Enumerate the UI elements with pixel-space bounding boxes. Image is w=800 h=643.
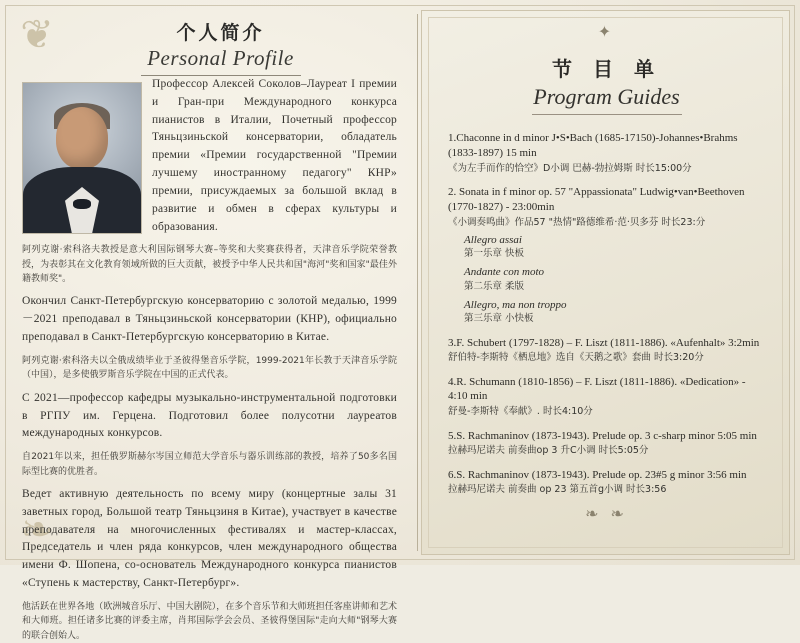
program-item-title: 6.S. Rachmaninov (1873-1943). Prelude op. 23#5 g minor 3:56 min [448, 468, 747, 481]
profile-paragraph: 自2021年以来，担任俄罗斯赫尔岑国立师范大学音乐与器乐训练部的教授，培养了50多名国际型比赛的优胜者。 [22, 452, 397, 477]
portrait-head [56, 107, 108, 169]
list-item [448, 429, 767, 459]
program-item-title-cn: 拉赫玛尼诺夫 前奏曲 op 23 第五首g小调 时长3:56 [448, 484, 667, 496]
program-item-title-cn: 舒曼-李斯特《奉献》. 时长4:10分 [448, 406, 593, 418]
program-item-title-cn: 《小调奏鸣曲》作品57 "热情"路德维希·范·贝多芬 时长23:分 [448, 216, 706, 228]
list-item [448, 375, 767, 420]
program-item-title: 1.Chaconne in d minor J•S•Bach (1685-17150)-Johannes•Brahms (1833-1897) 15 min [448, 132, 738, 159]
program-title-en: Program Guides [533, 84, 680, 109]
profile-paragraph: 阿列克谢·索科洛夫教授是意大利国际钢琴大赛–等奖和大奖赛获得者，天津音乐学院荣誉教授，为表彰其在文化教育领域所做的巨大贡献，被授予中华人民共和国"海河"奖和国家"最佳外籍教师奖"。 [22, 245, 397, 285]
program-movement [448, 298, 767, 327]
movement-title-cn: 第三乐章 小快板 [464, 313, 534, 325]
movement-title: Allegro assai [464, 233, 522, 246]
program-item-title-cn: 舒伯特-李斯特《栖息地》选自《天鹅之歌》套曲 时长3:20分 [448, 352, 704, 364]
program-panel [421, 10, 790, 555]
program-item-title: 2. Sonata in f minor op. 57 "Appassionata" Ludwig•van•Beethoven (1770-1827) - 23:00min [448, 185, 745, 213]
movement-title: Andante con moto [464, 266, 545, 279]
flourish-icon: ✦ [597, 24, 616, 41]
program-title-cn: 节 目 单 [552, 57, 661, 81]
profile-paragraph: Окончил Санкт-Петербургскую консерваторию с золотой медалью, 1999－2021 преподавал в Тяньцзиньской консерватории (КНР), официально преподавал в Санкт-Петербургскую консерваторию в Китае. [22, 295, 397, 344]
program-movement [448, 265, 767, 294]
program-list [440, 131, 773, 498]
movement-title: Allegro, ma non troppo [464, 298, 567, 311]
flourish-bottom-icon: ❧ ❧ [585, 505, 628, 523]
program-title-rule [532, 114, 682, 115]
profile-title-en: Personal Profile [147, 46, 294, 70]
profile-paragraph: 他活跃在世界各地（欧洲城音乐厅、中国大剧院），在多个音乐节和大师班担任客座讲师和艺术和大师班。担任诸多比赛的评委主席，肖邦国际学会会员、圣彼得堡国际"走向大师"钢琴大赛的联合创始人。 [22, 601, 397, 641]
profile-heading [44, 18, 397, 76]
profile-paragraph: 阿列克谢·索科洛夫以全俄成绩毕业于圣彼得堡音乐学院，1999-2021年长教于天津音乐学院（中国），是多使俄罗斯音乐学院在中国的正式代表。 [22, 355, 397, 381]
movement-title-cn: 第一乐章 快板 [464, 248, 525, 260]
program-item-title-cn: 拉赫玛尼诺夫 前奏曲op 3 升C小调 时长5:05分 [448, 445, 649, 457]
program-item-title: 4.R. Schumann (1810-1856) – F. Liszt (1811-1886). «Dedication» - 4:10 min [448, 375, 746, 403]
profile-title-cn: 个人简介 [176, 22, 265, 44]
program-item-title: 5.S. Rachmaninov (1873-1943). Prelude op. 3 c-sharp minor 5:05 min [448, 429, 757, 442]
list-item [448, 131, 767, 176]
profile-paragraph: Профессор Алексей Соколов–Лауреат I премии и Гран-при Международного конкурса пианистов в Италии, Почетный профессор Тяньцзиньской консерватории, обладатель премии «Премии государственной "Премии лучшему иностранному педагогу" КНР» премии, присуждаемых за большой вклад в развитие и обмен в сферах культуры и образования. [152, 78, 397, 233]
corner-ornament-bottom-left: ❧ [20, 507, 54, 552]
list-item [448, 336, 767, 366]
list-item [448, 185, 767, 327]
program-item-title-cn: 《为左手而作的恰空》D小调 巴赫-勃拉姆斯 时长15:00分 [448, 162, 692, 174]
program-movement [448, 233, 767, 262]
profile-paragraph: С 2021—профессор кафедры музыкально-инструментальной подготовки в РГПУ им. Герцена. Подготовил более полусотни лауреатов международных конкурсов. [22, 391, 397, 440]
portrait-bowtie [73, 199, 91, 209]
avatar [22, 82, 142, 234]
list-item [448, 468, 767, 498]
program-item-title: 3.F. Schubert (1797-1828) – F. Liszt (1811-1886). «Aufenhalt» 3:2min [448, 336, 760, 349]
corner-ornament-top-left: ❦ [20, 12, 54, 57]
movement-title-cn: 第二乐章 柔版 [464, 280, 525, 292]
profile-paragraph: Ведет активную деятельность по всему миру (концертные залы 31 заветных город, Большой театр Тяньцзиня в Китае), участвует в качестве преподавателя на многочисленных фестивалях и мастер-классах, Председатель и член ряда конкурсов, член международного общества имени Ф. Шопена, со-основатель Международного конкурса пианистов «Ступень к мастерству, Санкт-Петербург». [22, 487, 397, 589]
